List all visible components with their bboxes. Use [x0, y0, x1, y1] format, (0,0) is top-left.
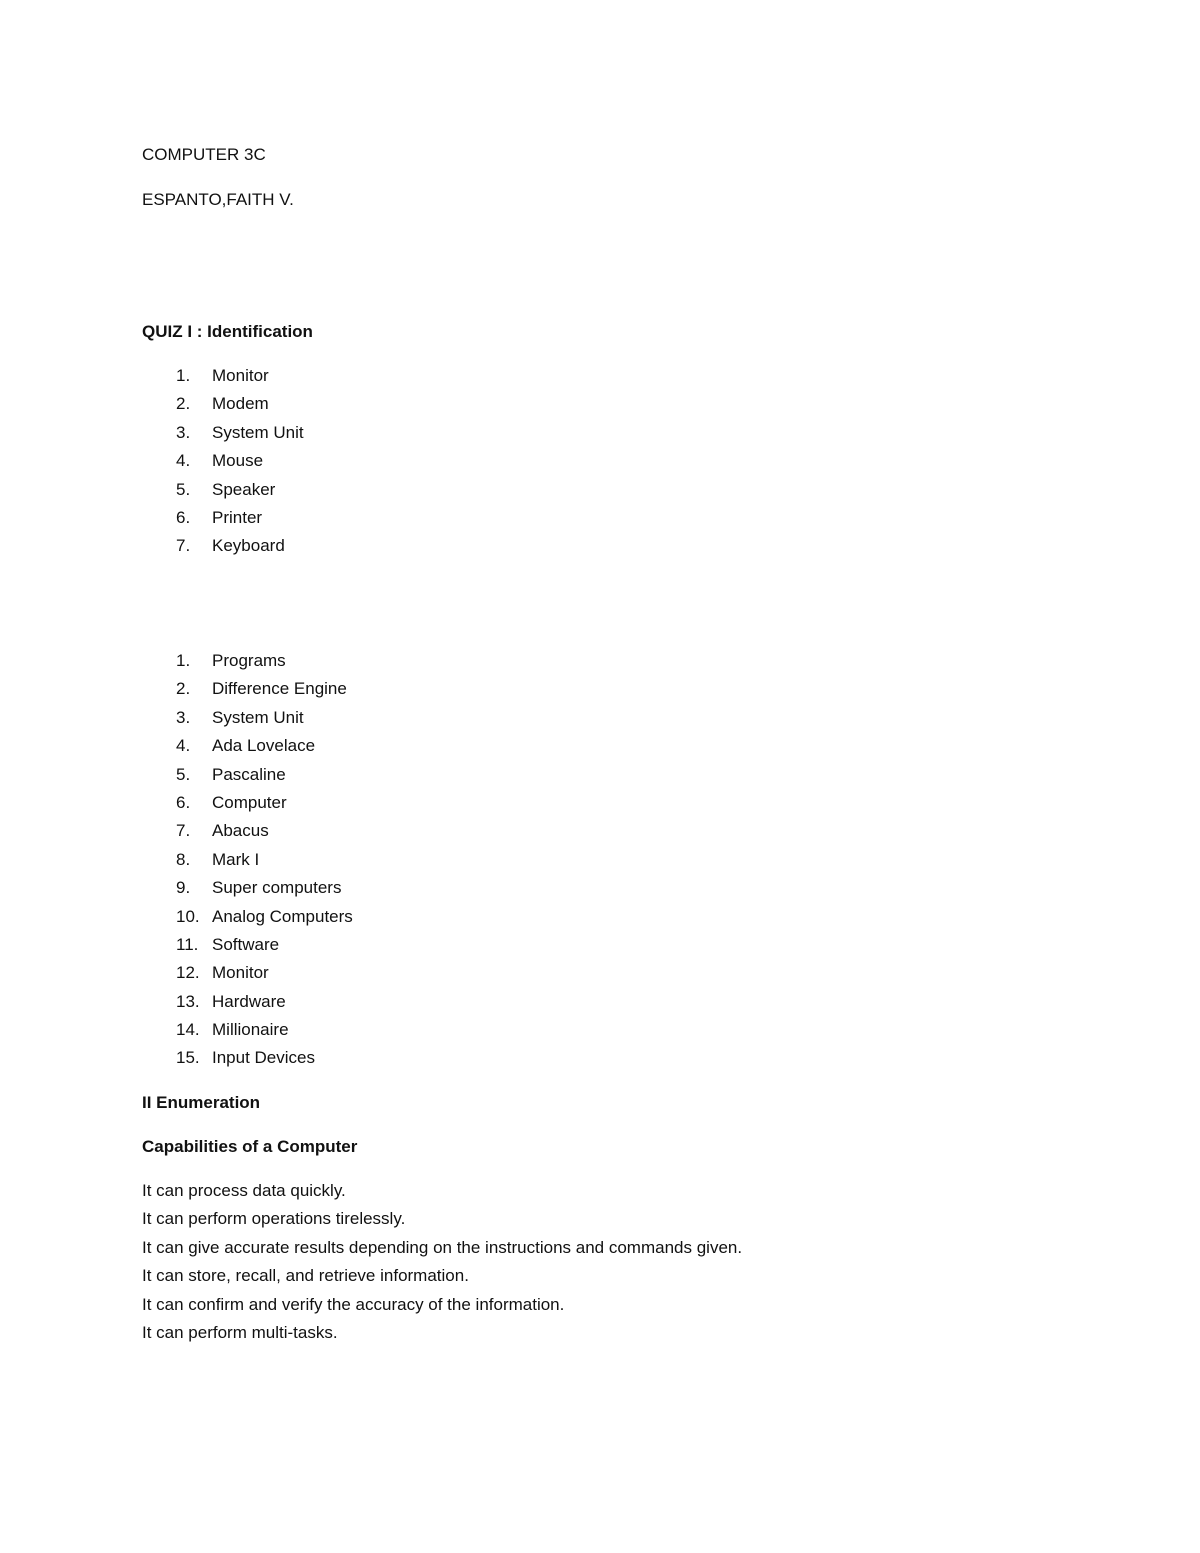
item-number: 11. — [176, 934, 199, 954]
item-text: Hardware — [212, 991, 286, 1011]
item-text: Millionaire — [212, 1020, 289, 1040]
capabilities-list — [142, 1177, 742, 1347]
list-item — [176, 874, 353, 902]
item-text: Programs — [212, 651, 286, 670]
item-number: 7. — [176, 536, 191, 556]
item-text: Pascaline — [212, 764, 286, 784]
item-number: 7. — [176, 821, 191, 841]
item-number: 2. — [176, 679, 191, 699]
capability-line: It can perform operations tirelessly. — [142, 1209, 406, 1229]
enumeration-subtitle: Capabilities of a Computer — [142, 1137, 358, 1156]
item-number: 4. — [176, 736, 191, 756]
item-text: Keyboard — [212, 536, 285, 556]
list-item — [176, 817, 353, 845]
list-item — [176, 704, 353, 732]
item-number: 2. — [176, 394, 191, 414]
list-item — [176, 959, 353, 987]
list-item — [176, 647, 353, 675]
list-item — [176, 1016, 353, 1044]
list-item — [176, 447, 304, 475]
item-text: Monitor — [212, 366, 269, 385]
class-label: COMPUTER 3C — [142, 145, 266, 164]
item-number: 6. — [176, 792, 191, 812]
item-text: Mark I — [212, 849, 260, 869]
item-number: 6. — [176, 507, 191, 527]
item-text: Difference Engine — [212, 679, 347, 699]
item-text: Monitor — [212, 963, 269, 983]
item-number: 5. — [176, 479, 191, 499]
item-text: Speaker — [212, 479, 276, 499]
capability-line: It can give accurate results depending on the instructions and commands given. — [142, 1237, 743, 1257]
list-item — [176, 732, 353, 760]
enumeration-title: II Enumeration — [142, 1093, 261, 1112]
item-text: Software — [212, 934, 280, 954]
item-text: Printer — [212, 507, 263, 527]
list-item — [176, 988, 353, 1016]
list-item — [176, 419, 304, 447]
item-text: System Unit — [212, 422, 304, 442]
capability-line: It can store, recall, and retrieve information. — [142, 1266, 469, 1286]
list-item — [176, 846, 353, 874]
identification-list-a — [176, 362, 304, 561]
item-text: Super computers — [212, 878, 342, 898]
item-text: Input Devices — [212, 1048, 315, 1068]
list-item — [176, 903, 353, 931]
capability-line: It can process data quickly. — [142, 1181, 346, 1200]
item-number: 3. — [176, 707, 191, 727]
item-number: 1. — [176, 366, 191, 385]
item-text: Ada Lovelace — [212, 736, 316, 756]
capability-line: It can perform multi-tasks. — [142, 1322, 338, 1342]
item-number: 3. — [176, 422, 191, 442]
item-number: 4. — [176, 451, 191, 471]
item-number: 5. — [176, 764, 191, 784]
item-text: Mouse — [212, 451, 264, 471]
item-text: Modem — [212, 394, 269, 414]
item-text: Abacus — [212, 821, 269, 841]
list-item — [176, 675, 353, 703]
list-item — [176, 1044, 353, 1072]
item-number: 14. — [176, 1020, 200, 1040]
item-number: 10. — [176, 906, 200, 926]
quiz-title: QUIZ I : Identification — [142, 322, 313, 341]
list-item — [176, 789, 353, 817]
identification-list-b — [176, 647, 353, 1073]
item-text: System Unit — [212, 707, 304, 727]
list-item — [176, 532, 304, 560]
capability-line: It can confirm and verify the accuracy of the information. — [142, 1294, 565, 1314]
item-number: 9. — [176, 878, 191, 898]
list-item — [176, 504, 304, 532]
list-item — [176, 362, 304, 390]
list-item — [176, 931, 353, 959]
student-name: ESPANTO,FAITH V. — [142, 190, 294, 209]
item-number: 1. — [176, 651, 191, 670]
item-number: 13. — [176, 991, 200, 1011]
list-item — [176, 476, 304, 504]
item-text: Computer — [212, 792, 287, 812]
item-number: 12. — [176, 963, 200, 983]
item-text: Analog Computers — [212, 906, 353, 926]
item-number: 15. — [176, 1048, 200, 1068]
item-number: 8. — [176, 849, 191, 869]
list-item — [176, 390, 304, 418]
list-item — [176, 761, 353, 789]
